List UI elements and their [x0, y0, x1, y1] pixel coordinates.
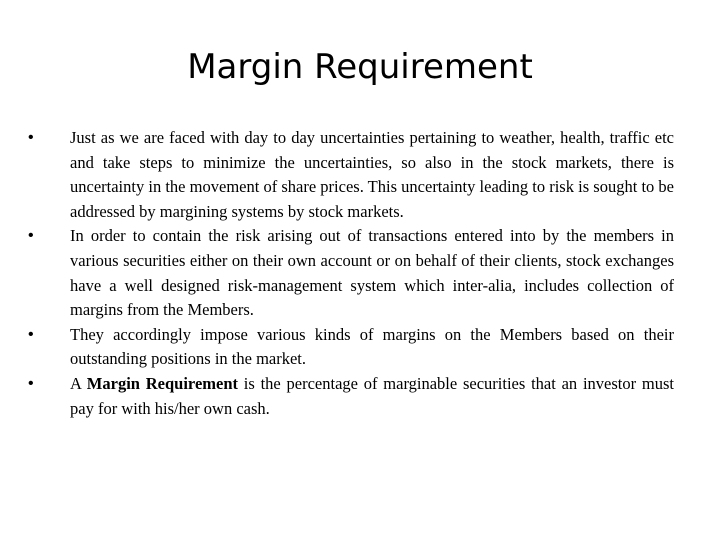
- bullet-dot-icon: •: [28, 227, 34, 245]
- bullet-dot-icon: •: [28, 325, 34, 343]
- bullet-item-2: [28, 224, 674, 322]
- bullet-text: Just as we are faced with day to day uncertainties pertaining to weather, health, traffic etc and take steps to minimize the uncertainties, so also in the stock markets, there is uncertainty in the movement of share prices. This uncertainty leading to risk is sought to be addressed by margining systems by stock markets.: [70, 128, 674, 221]
- bullet-text: They accordingly impose various kinds of margins on the Members based on their outstanding positions in the market.: [70, 324, 674, 369]
- bullet-item-3: [28, 323, 674, 372]
- bullet-text-prefix: A: [70, 373, 87, 393]
- slide-title: Margin Requirement: [187, 47, 533, 87]
- bullet-dot-icon: •: [28, 374, 34, 392]
- bullet-text-suffix: is the percentage of marginable securities that an investor must pay for with his/her own cash.: [70, 373, 674, 418]
- bullet-item-1: [28, 126, 674, 224]
- bullet-list: [28, 126, 674, 421]
- bullet-term-margin-requirement: Margin Requirement: [86, 373, 239, 393]
- bullet-dot-icon: •: [28, 129, 34, 146]
- bullet-item-4: [28, 372, 674, 421]
- bullet-text: In order to contain the risk arising out of transactions entered into by the members in various securities either on their own account or on behalf of their clients, stock exchanges have a well designed risk-management system which inter-alia, includes collection of margins from the Members.: [70, 226, 674, 320]
